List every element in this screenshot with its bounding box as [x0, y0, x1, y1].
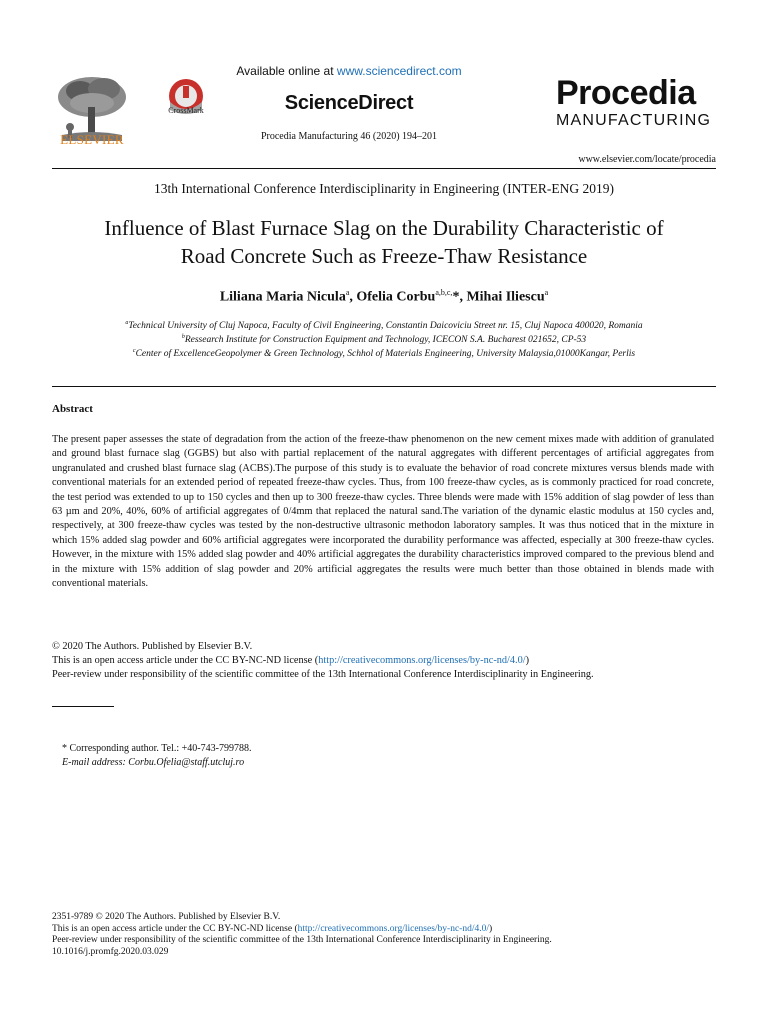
affiliation: [52, 334, 716, 345]
journal-logo-subtitle: MANUFACTURING: [556, 112, 712, 129]
available-online-line: [220, 64, 478, 78]
author-separator: ,: [459, 289, 467, 305]
title-line: Road Concrete Such as Freeze-Thaw Resistance: [180, 244, 588, 268]
platform-name: ScienceDirect: [284, 92, 414, 114]
footer-open-access-prefix: This is an open access article under the CC BY-NC-ND license (: [52, 923, 298, 934]
abstract-divider: [52, 386, 716, 387]
license-block: [52, 640, 716, 683]
license-link[interactable]: http://creativecommons.org/licenses/by-nc-nd/4.0/: [318, 655, 526, 667]
available-prefix: Available online at: [236, 64, 337, 78]
author-name: Ofelia Corbu: [356, 289, 436, 305]
journal-logo: [556, 76, 726, 130]
affiliation-mark: a: [125, 320, 129, 326]
journal-url[interactable]: www.elsevier.com/locate/procedia: [578, 154, 716, 165]
footer-open-access-suffix: ): [489, 923, 493, 934]
paper-title: [52, 214, 716, 270]
affiliation: [52, 320, 716, 331]
footer-license-link[interactable]: http://creativecommons.org/licenses/by-nc-nd/4.0/: [297, 923, 489, 934]
copyright-line: © 2020 The Authors. Published by Elsevier B.V.: [52, 641, 253, 652]
email-line[interactable]: E-mail address: Corbu.Ofelia@staff.utcluj.ro: [62, 757, 245, 768]
author-list: [52, 288, 716, 306]
open-access-suffix: ): [525, 655, 530, 667]
corresponding-mark: *: [452, 289, 460, 305]
affiliation-text: Technical University of Cluj Napoca, Faculty of Civil Engineering, Constantin Daicoviciu Street nr. 15, Cluj Napoca 400020, Romania: [128, 321, 643, 332]
author-affiliation-mark: a,b,c,: [435, 288, 453, 297]
affiliation-mark: c: [132, 348, 136, 354]
issn-line: 2351-9789 © 2020 The Authors. Published by Elsevier B.V.: [52, 912, 281, 922]
sciencedirect-link[interactable]: www.sciencedirect.com: [336, 64, 462, 78]
open-access-line: [52, 654, 716, 668]
author-affiliation-mark: a: [345, 288, 350, 297]
correspondence-note: [62, 742, 251, 770]
abstract-heading: Abstract: [52, 403, 93, 415]
affiliation: [52, 348, 716, 359]
conference-name: 13th International Conference Interdisciplinarity in Engineering (INTER-ENG 2019): [154, 181, 614, 196]
corresponding-author-line: * Corresponding author. Tel.: +40-743-799788.: [62, 743, 252, 754]
author-name: Mihai Iliescu: [466, 289, 545, 305]
abstract-body: The present paper assesses the state of degradation from the action of the freeze-thaw phenomenon on the new cement mixes made with addition of granulated and ground blast furnace slag (GGBS) but also with partial replacement of the natural aggregates with different percentages of artificial aggregates from ungranulated and crushed blast furnace slag (ACBS).The purpose of this study is to evaluate the behavior of road concrete mixtures versus blends made with conventional materials for an extended period of repeated freeze-thaw cycles. Thus, from 100 freeze-thaw cycles, as is commonly practiced for road concrete, the test period was extended to up to 150 cycles and then up to 300 freeze-thaw cycles. Three blends were made with 15% addition of slag powder of less than 63 µm and 20%, 40%, 60% of artificial aggregates of 0/4mm that replaced the natural sand.The variation of the dynamic elastic modulus at 150 cycles and, respectively, at 300 freeze-thaw cycles was tested by the non-destructive ultrasonic methodon laboratory samples. It was thus noticed that in the mixture in which 15% added slag powder and 60% artificial aggregates were incorporated the durability performance was affected, especially at 300 freeze-thaw cycles. However, in the mixture with 15% added slag powder and 40% artificial aggregates the durability characteristics improved compared to the previous blend and in the mixture with 15% addition of slag powder and 20% artificial aggregates the results were much better than those obtained in blends made with conventional materials.: [52, 434, 714, 590]
doi-line[interactable]: 10.1016/j.promfg.2020.03.029: [52, 946, 169, 957]
affiliation-text: Center of ExcellenceGeopolymer & Green Technology, Schhol of Materials Engineering, University Malaysia,01000Kangar, Perlis: [135, 349, 636, 360]
header-divider: [52, 168, 716, 169]
title-line: Influence of Blast Furnace Slag on the Durability Characteristic of: [104, 216, 664, 240]
journal-logo-name: Procedia: [556, 74, 696, 112]
publisher-wordmark: ELSEVIER: [60, 132, 124, 147]
page-footer: [52, 912, 716, 958]
footer-open-access-line: [52, 924, 716, 936]
affiliation-text: Ressearch Institute for Construction Equipment and Technology, ICECON S.A. Bucharest 021652, CP-53: [184, 335, 587, 346]
crossmark-label: CrossMark: [168, 106, 204, 115]
footnote-divider: [52, 706, 114, 707]
open-access-prefix: This is an open access article under the CC BY-NC-ND license (: [52, 655, 319, 667]
journal-reference: Procedia Manufacturing 46 (2020) 194–201: [260, 131, 438, 142]
affiliation-mark: b: [181, 334, 185, 340]
author-separator: ,: [349, 289, 357, 305]
author-affiliation-mark: a: [544, 288, 549, 297]
footer-peer-review-line: Peer-review under responsibility of the scientific committee of the 13th International Conference Interdisciplinarity in Engineering.: [52, 935, 552, 945]
author-name: Liliana Maria Nicula: [219, 289, 346, 305]
peer-review-line: Peer-review under responsibility of the scientific committee of the 13th International Conference Interdisciplinarity in Engineering.: [52, 669, 594, 681]
